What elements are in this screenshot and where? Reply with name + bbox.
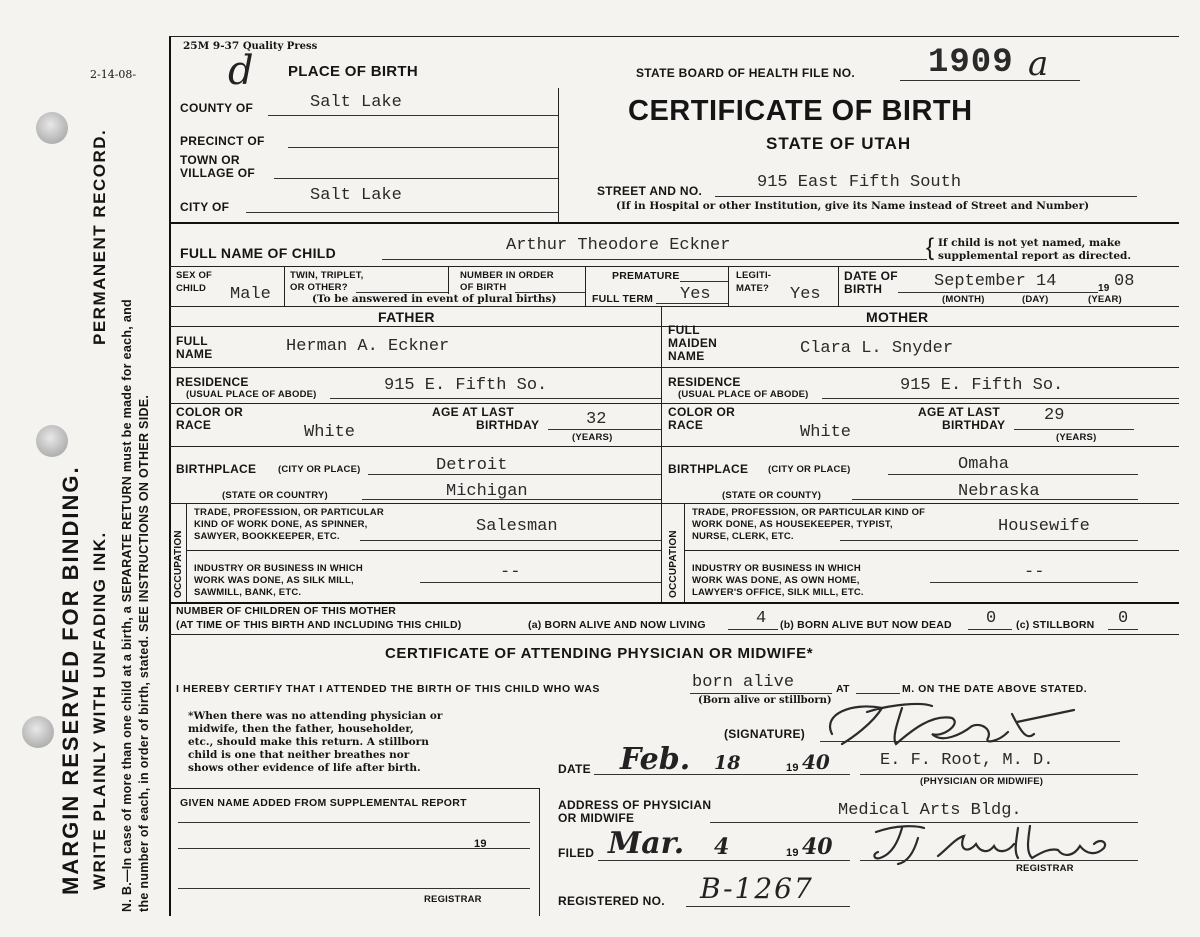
sex-divider (284, 266, 285, 306)
father-color-value: White (304, 423, 356, 442)
mother-residence-line (822, 398, 1179, 399)
date-day: 18 (714, 752, 741, 774)
order-label-2: OF BIRTH (460, 282, 507, 293)
father-years-label: (YEARS) (572, 432, 613, 443)
town-line (274, 178, 558, 179)
sex-label-1: SEX OF (176, 270, 213, 281)
mother-age-label-1: AGE AT LAST (918, 405, 1000, 419)
father-name-rule (169, 367, 661, 368)
printer-name: Quality Press (242, 41, 318, 52)
legit-label-2: MATE? (736, 283, 770, 294)
mother-color-label-1: COLOR OR (668, 405, 736, 419)
precinct-label: PRECINCT OF (180, 134, 265, 148)
date-year-prefix: 19 (786, 762, 799, 774)
mother-city-sub: (CITY OR PLACE) (768, 464, 851, 475)
father-industry-label-1: INDUSTRY OR BUSINESS IN WHICH (194, 563, 363, 574)
father-occupation-bar (186, 503, 187, 602)
twin-divider (448, 266, 449, 294)
margin-ink-text: WRITE PLAINLY WITH UNFADING INK. (90, 531, 109, 890)
father-industry-line (420, 582, 661, 583)
note-2: midwife, then the father, householder, (188, 723, 414, 735)
father-residence-rule (169, 403, 661, 404)
status-line (690, 693, 832, 694)
child-name-line (382, 259, 927, 260)
father-state-sub: (STATE OR COUNTRY) (222, 490, 328, 501)
children-c-line (1108, 629, 1138, 630)
parents-divider (661, 306, 662, 602)
mother-residence-value: 915 E. Fifth So. (900, 376, 1064, 395)
mother-years-label: (YEARS) (1056, 432, 1097, 443)
certify-text: I HEREBY CERTIFY THAT I ATTENDED THE BIRTH OF THIS CHILD WHO WAS (176, 683, 600, 695)
term-divider (728, 266, 729, 306)
children-a-label: (a) BORN ALIVE AND NOW LIVING (528, 619, 706, 631)
dob-line (898, 292, 1098, 293)
date-label: DATE (558, 762, 591, 776)
mother-industry-label-3: LAWYER'S OFFICE, SILK MILL, ETC. (692, 587, 864, 598)
father-trade-rule (186, 550, 661, 551)
father-birthplace-label: BIRTHPLACE (176, 462, 257, 476)
father-trade-label-2: KIND OF WORK DONE, AS SPINNER, (194, 519, 368, 530)
mother-name-label-1: FULL (668, 323, 700, 337)
state-name: STATE OF UTAH (766, 134, 912, 153)
father-birthplace-city: Detroit (436, 456, 508, 475)
mother-occupation-label: OCCUPATION (668, 530, 679, 598)
father-heading-rule (169, 326, 661, 327)
mother-name-rule (661, 367, 1179, 368)
filed-month: Mar. (608, 826, 685, 861)
status-value: born alive (692, 673, 795, 692)
physician-heading: CERTIFICATE OF ATTENDING PHYSICIAN OR MIDWIFE* (385, 645, 814, 662)
legit-label-1: LEGITI- (736, 270, 772, 281)
dob-label-1: DATE OF (844, 269, 898, 283)
date-year: 40 (802, 750, 830, 774)
mother-residence-sub: (USUAL PLACE OF ABODE) (678, 389, 809, 400)
mother-trade-label-2: WORK DONE, AS HOUSEKEEPER, TYPIST, (692, 519, 893, 530)
legit-divider (838, 266, 839, 306)
place-bottom-rule (169, 222, 1179, 224)
father-industry-value: -- (500, 563, 521, 582)
child-name-bottom-rule (169, 266, 1179, 267)
registrar-line (860, 860, 1138, 861)
registered-label: REGISTERED NO. (558, 894, 665, 908)
supplemental-year-prefix: 19 (474, 838, 487, 850)
bleed-through-text (760, 60, 761, 61)
children-a-line (728, 629, 778, 630)
children-label-2: (AT TIME OF THIS BIRTH AND INCLUDING THIS CHILD) (176, 619, 462, 631)
father-trade-label-3: SAWYER, BOOKKEEPER, ETC. (194, 531, 340, 542)
address-label-1: ADDRESS OF PHYSICIAN (558, 798, 712, 812)
note-5: shows other evidence of life after birth. (188, 762, 421, 774)
mother-birthplace-rule (661, 503, 1179, 504)
father-age-value: 32 (586, 410, 607, 429)
mother-state-sub: (STATE OR COUNTY) (722, 490, 822, 501)
filed-year: 40 (802, 834, 833, 860)
father-age-label-1: AGE AT LAST (432, 405, 514, 419)
date-code: 2-14-08- (90, 68, 137, 81)
father-residence-label: RESIDENCE (176, 375, 249, 389)
town-label-2: VILLAGE OF (180, 166, 255, 180)
physician-name: E. F. Root, M. D. (880, 751, 1054, 770)
margin-permanent-text: PERMANENT RECORD. (90, 128, 109, 345)
dob-value: September 14 (934, 272, 1057, 291)
father-industry-label-2: WORK WAS DONE, AS SILK MILL, (194, 575, 354, 586)
mother-industry-label-1: INDUSTRY OR BUSINESS IN WHICH (692, 563, 861, 574)
mother-trade-label-3: NURSE, CLERK, ETC. (692, 531, 794, 542)
name-note-2: supplemental report as directed. (938, 250, 1132, 262)
form-left-border (169, 36, 171, 916)
day-sub-label: (DAY) (1022, 294, 1049, 305)
filed-label: FILED (558, 846, 595, 860)
father-residence-sub: (USUAL PLACE OF ABODE) (186, 389, 317, 400)
note-4: child is one that neither breathes nor (188, 749, 410, 761)
mother-color-value: White (800, 423, 852, 442)
children-label-1: NUMBER OF CHILDREN OF THIS MOTHER (176, 605, 397, 617)
legitimate-value: Yes (790, 285, 821, 304)
mother-industry-line (930, 582, 1138, 583)
premature-line (680, 281, 728, 282)
place-of-birth-heading: PLACE OF BIRTH (288, 63, 419, 80)
father-color-rule (169, 446, 661, 447)
street-line (715, 196, 1137, 197)
plural-divider (585, 266, 586, 306)
town-label-1: TOWN OR (180, 153, 240, 167)
county-line (268, 115, 558, 116)
signature-label: (SIGNATURE) (724, 727, 806, 741)
mother-age-line (1014, 429, 1134, 430)
dob-year: 08 (1114, 272, 1135, 291)
twin-label-1: TWIN, TRIPLET, (290, 270, 364, 281)
filed-year-prefix: 19 (786, 847, 799, 859)
address-label-2: OR MIDWIFE (558, 811, 635, 825)
sex-value: Male (230, 285, 271, 304)
status-sub: (Born alive or stillborn) (698, 695, 832, 706)
father-trade-line (360, 540, 661, 541)
mother-color-rule (661, 446, 1179, 447)
child-name-label: FULL NAME OF CHILD (180, 245, 337, 261)
twin-label-2: OR OTHER? (290, 282, 348, 293)
father-name-label-1: FULL (176, 334, 208, 348)
mother-industry-value: -- (1024, 563, 1045, 582)
physician-name-line (860, 774, 1138, 775)
year-sub-label: (YEAR) (1088, 294, 1122, 305)
supplemental-line-1 (178, 822, 530, 823)
m-label: M. ON THE DATE ABOVE STATED. (902, 683, 1088, 695)
supplemental-top-rule (169, 788, 539, 789)
address-value: Medical Arts Bldg. (838, 801, 1022, 820)
corner-mark: d (228, 48, 254, 94)
city-label: CITY OF (180, 200, 230, 214)
street-note: (If in Hospital or other Institution, give its Name instead of Street and Number) (616, 200, 1090, 212)
certificate-title: CERTIFICATE OF BIRTH (628, 95, 973, 127)
margin-instructions-2: the number of each, in order of birth, stated. SEE INSTRUCTIONS ON OTHER SIDE. (137, 394, 151, 912)
filing-registrar: REGISTRAR (1016, 863, 1074, 874)
punch-hole-top (36, 112, 68, 144)
father-residence-line (330, 398, 661, 399)
mother-trade-label-1: TRADE, PROFESSION, OR PARTICULAR KIND OF (692, 507, 926, 518)
place-divider (558, 88, 559, 222)
print-run: 25M 9-37 (183, 40, 240, 52)
punch-hole-middle (36, 425, 68, 457)
father-city-sub: (CITY OR PLACE) (278, 464, 361, 475)
father-age-label-2: BIRTHDAY (476, 418, 540, 432)
father-city-line (368, 474, 661, 475)
mother-age-value: 29 (1044, 406, 1065, 425)
filed-day: 4 (714, 834, 730, 860)
file-number-label: STATE BOARD OF HEALTH FILE NO. (636, 66, 855, 80)
mother-city-line (888, 474, 1138, 475)
parents-bottom-rule (169, 602, 1179, 604)
supplemental-right-border (539, 788, 540, 916)
father-name-value: Herman A. Eckner (286, 337, 450, 356)
father-industry-label-3: SAWMILL, BANK, ETC. (194, 587, 302, 598)
mother-trade-value: Housewife (998, 517, 1090, 536)
mother-occupation-bar (684, 503, 685, 602)
physician-sub: (PHYSICIAN OR MIDWIFE) (920, 776, 1044, 787)
children-a-value: 4 (756, 609, 767, 628)
mother-age-label-2: BIRTHDAY (942, 418, 1006, 432)
name-note-1: If child is not yet named, make (938, 237, 1121, 249)
children-b-line (968, 629, 1012, 630)
margin-instructions-1: N. B.—In case of more than one child at a birth, a SEPARATE RETURN must be made for each, and (120, 299, 134, 912)
mother-heading: MOTHER (866, 309, 929, 325)
precinct-line (288, 147, 558, 148)
supplemental-registrar: REGISTRAR (424, 894, 482, 905)
supplemental-line-3 (178, 888, 530, 889)
premature-label: PREMATURE (612, 270, 680, 282)
physician-signature (812, 694, 1092, 754)
father-trade-value: Salesman (476, 517, 558, 536)
father-color-label-2: RACE (176, 418, 212, 432)
at-label: AT (836, 683, 850, 695)
plural-note: (To be answered in event of plural births) (312, 293, 557, 305)
file-number: 1909 (928, 44, 1014, 82)
full-term-value: Yes (680, 285, 711, 304)
month-sub-label: (MONTH) (942, 294, 985, 305)
date-month: Feb. (620, 742, 691, 777)
registered-number: B-1267 (700, 872, 814, 905)
margin-binding-text: MARGIN RESERVED FOR BINDING. (58, 465, 83, 895)
punch-hole-bottom (22, 716, 54, 748)
dob-year-prefix: 19 (1098, 283, 1110, 294)
mother-name-label-2: MAIDEN (668, 336, 718, 350)
full-term-label: FULL TERM (592, 293, 654, 305)
father-residence-value: 915 E. Fifth So. (384, 376, 548, 395)
father-age-line (548, 429, 661, 430)
mother-birthplace-state: Nebraska (958, 482, 1040, 501)
form-top-border (169, 36, 1179, 37)
mother-industry-label-2: WORK WAS DONE, AS OWN HOME, (692, 575, 860, 586)
father-trade-label-1: TRADE, PROFESSION, OR PARTICULAR (194, 507, 384, 518)
city-value: Salt Lake (310, 186, 402, 205)
child-name-value: Arthur Theodore Eckner (506, 236, 731, 255)
child-row-bottom-rule (169, 306, 1179, 307)
street-label: STREET AND NO. (597, 184, 703, 198)
children-b-value: 0 (986, 609, 997, 628)
street-value: 915 East Fifth South (757, 173, 962, 192)
registered-line (686, 906, 850, 907)
file-number-suffix: a (1028, 44, 1049, 84)
children-b-label: (b) BORN ALIVE BUT NOW DEAD (780, 619, 952, 631)
father-name-label-2: NAME (176, 347, 213, 361)
dob-label-2: BIRTH (844, 282, 883, 296)
mother-trade-rule (684, 550, 1179, 551)
father-occupation-label: OCCUPATION (173, 530, 184, 598)
mother-heading-rule (661, 326, 1179, 327)
mother-name-label-3: NAME (668, 349, 705, 363)
mother-birthplace-city: Omaha (958, 455, 1010, 474)
children-c-value: 0 (1118, 609, 1129, 628)
sex-label-2: CHILD (176, 283, 207, 294)
note-3: etc., should make this return. A stillborn (188, 736, 429, 748)
father-heading: FATHER (378, 309, 435, 325)
mother-residence-rule (661, 403, 1179, 404)
mother-residence-label: RESIDENCE (668, 375, 741, 389)
county-label: COUNTY OF (180, 101, 254, 115)
children-c-label: (c) STILLBORN (1016, 619, 1095, 631)
father-birthplace-rule (169, 503, 661, 504)
mother-name-value: Clara L. Snyder (800, 339, 954, 358)
supplemental-label: GIVEN NAME ADDED FROM SUPPLEMENTAL REPORT (180, 797, 467, 809)
note-1: *When there was no attending physician or (188, 710, 443, 722)
mother-birthplace-label: BIRTHPLACE (668, 462, 749, 476)
mother-color-label-2: RACE (668, 418, 704, 432)
name-note-bracket: { (926, 234, 935, 261)
order-label-1: NUMBER IN ORDER (460, 270, 554, 281)
county-value: Salt Lake (310, 93, 402, 112)
father-birthplace-state: Michigan (446, 482, 528, 501)
children-bottom-rule (169, 634, 1179, 635)
father-color-label-1: COLOR OR (176, 405, 244, 419)
city-line (246, 212, 558, 213)
mother-trade-line (840, 540, 1138, 541)
